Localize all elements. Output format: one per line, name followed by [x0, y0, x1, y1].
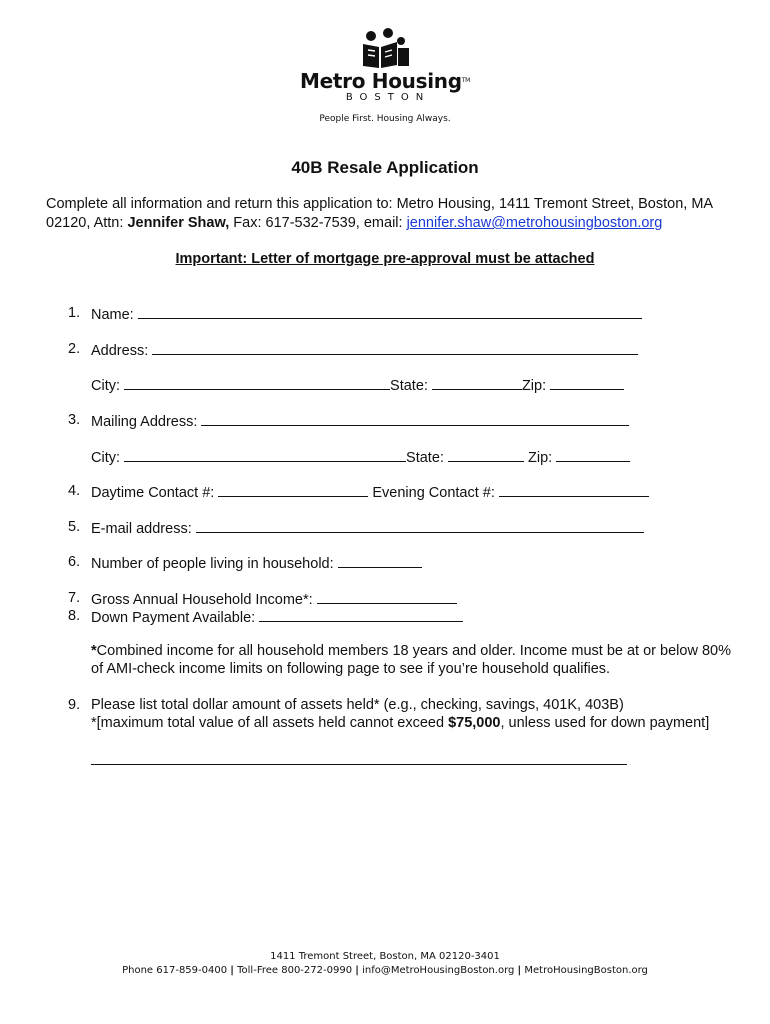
mailing-label: Mailing Address: — [91, 414, 198, 430]
brand-tagline: People First. Housing Always. — [319, 114, 451, 124]
mailing-state-label: State: — [406, 450, 444, 466]
assets-limit: $75,000 — [448, 715, 501, 731]
evening-label: Evening Contact #: — [372, 485, 495, 501]
intro-paragraph: Complete all information and return this application to: Metro Housing, 1411 Tremont Street, Boston, MA 02120, Attn: Jennifer Shaw, Fax: 617-532-7539, email: jennifer.shaw@metrohousingboston.org — [46, 196, 713, 231]
people-label: Number of people living in household: — [91, 556, 334, 572]
name-field[interactable] — [138, 304, 642, 319]
zip-label: Zip: — [521, 378, 547, 394]
family-reading-icon — [357, 28, 413, 68]
zip-field[interactable] — [550, 375, 624, 390]
brand-city: BOSTON — [345, 92, 431, 103]
email-field[interactable] — [196, 518, 644, 533]
footer-contact: Phone 617-859-0400 | Toll-Free 800-272-0990 | info@MetroHousingBoston.org | MetroHousingBoston.org — [122, 965, 648, 976]
mailing-state-field[interactable] — [448, 447, 524, 462]
state-field[interactable] — [432, 375, 522, 390]
mailing-city-field[interactable] — [124, 447, 406, 462]
name-label: Name: — [91, 307, 134, 323]
logo — [0, 28, 770, 125]
mailing-city-label: City: — [91, 450, 120, 466]
mailing-zip-field[interactable] — [556, 447, 630, 462]
income-field[interactable] — [317, 589, 457, 604]
income-label: Gross Annual Household Income*: — [91, 592, 313, 608]
household-size-field[interactable] — [338, 553, 422, 568]
address-label: Address: — [91, 343, 149, 359]
evening-contact-field[interactable] — [499, 482, 649, 497]
brand-name: Metro Housing™ — [300, 69, 470, 93]
income-note: *Combined income for all household members 18 years and older. Income must be at or below 80% of AMI-check income limits on following page to see if you’re household qualifies. — [91, 643, 731, 677]
daytime-label: Daytime Contact #: — [91, 485, 215, 501]
mailing-zip-label: Zip: — [527, 450, 553, 466]
down-payment-field[interactable] — [259, 607, 463, 622]
assets-number: 9. — [68, 697, 81, 713]
mailing-address-field[interactable] — [201, 411, 629, 426]
attn-name: Jennifer Shaw, — [127, 215, 230, 231]
page-title: 40B Resale Application — [291, 158, 479, 177]
city-label: City: — [91, 378, 120, 394]
state-label: State: — [390, 378, 428, 394]
assets-question: Please list total dollar amount of assets held* (e.g., checking, savings, 401K, 403B) *[maximum total value of all assets held cannot exceed $75,000, unless used for down payment] — [91, 697, 710, 731]
email-label: E-mail address: — [91, 521, 192, 537]
down-payment-label: Down Payment Available: — [91, 610, 256, 626]
address-field[interactable] — [152, 340, 638, 355]
email-link[interactable]: jennifer.shaw@metrohousingboston.org — [406, 215, 663, 231]
city-field[interactable] — [124, 375, 390, 390]
footer-address: 1411 Tremont Street, Boston, MA 02120-3401 — [270, 951, 500, 962]
assets-field[interactable] — [91, 764, 627, 765]
daytime-contact-field[interactable] — [218, 482, 368, 497]
important-notice: Important: Letter of mortgage pre-approval must be attached — [175, 251, 595, 267]
